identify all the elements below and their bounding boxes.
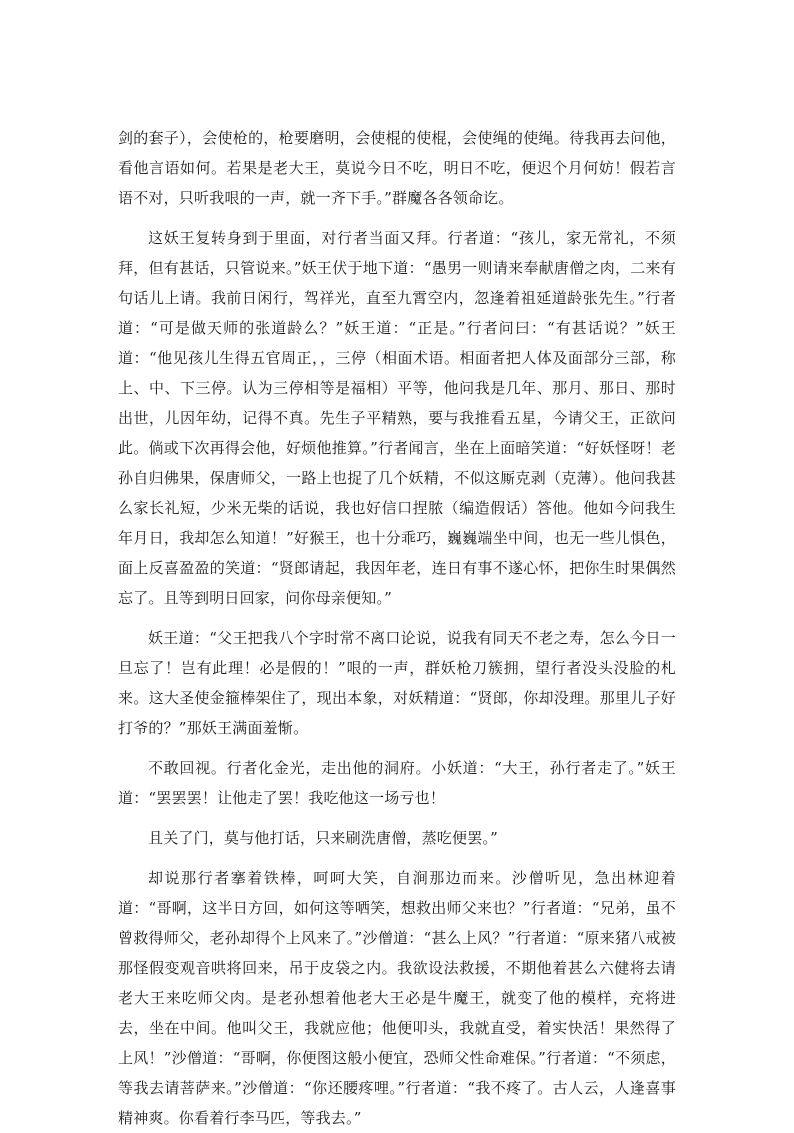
paragraph-3: 妖王道：“父王把我八个字时常不离口论说，说我有同天不老之寿，怎么今日一旦忘了！岂有此理！必是假的！”哏的一声，群妖枪刀簇拥，望行者没头没脸的札来。这大圣使金箍棒架住了，现出本象，对妖精道：“贤郎，你却没理。那里儿子好打爷的？”那妖王满面羞惭。 (118, 629, 676, 737)
paragraph-4: 不敢回视。行者化金光，走出他的洞府。小妖道：“大王，孙行者走了。”妖王道：“罢罢罢！让他走了罢！我吃他这一场亏也！ (118, 759, 676, 807)
paragraph-1: 剑的套子），会使枪的，枪要磨明，会使棍的使棍，会使绳的使绳。待我再去问他，看他言语如何。若果是老大王，莫说今日不吃，明日不吃，便迟个月何妨！假若言语不对，只听我哏的一声，就一齐下手。”群魔各各领命讫。 (118, 129, 676, 207)
paragraph-6: 却说那行者搴着铁棒，呵呵大笑，自涧那边而来。沙僧听见，急出林迎着道：“哥啊，这半日方回，如何这等哂笑，想救出师父来也？”行者道：“兄弟，虽不曾救得师父，老孙却得个上风来了。”沙僧道：“甚么上风？”行者道：“原来猪八戒被那怪假变观音哄将回来，吊于皮袋之内。我欲设法救援，不期他着甚么六健将去请老大王来吃师父肉。是老孙想着他老大王必是牛魔王，就变了他的模样，充将进去，坐在中间。他叫父王，我就应他；他便叩头，我就直受，着实快活！果然得了上风！”沙僧道：“哥啊，你便图这般小便宜，恐师父性命难保。”行者道：“不须虑，等我去请菩萨来。”沙僧道：“你还腰疼哩。”行者道：“我不疼了。古人云，人逢喜事精神爽。你看着行李马匹，等我去。” (118, 869, 676, 1127)
paragraph-5: 且关了门，莫与他打话，只来刷洗唐僧，蒸吃便罢。” (148, 829, 498, 847)
paragraph-2: 这妖王复转身到于里面，对行者当面又拜。行者道：“孩儿，家无常礼，不须拜，但有甚话，只管说来。”妖王伏于地下道：“愚男一则请来奉献唐僧之肉，二来有句话儿上请。我前日闲行，驾祥光，直至九霄空内，忽逢着祖延道龄张先生。”行者道：“可是做天师的张道龄么？”妖王道：“正是。”行者问曰：“有甚话说？”妖王道：“他见孩儿生得五官周正，，三停（相面术语。相面者把人体及面部分三部，称上、中、下三停。认为三停相等是福相）平等，他问我是几年、那月、那日、那时出世，儿因年幼，记得不真。先生子平精熟，要与我推看五星，今请父王，正欲问此。倘或下次再得会他，好烦他推算。”行者闻言，坐在上面暗笑道：“好妖怪呀！老孙自归佛果，保唐师父，一路上也捉了几个妖精，不似这厮克剥（克薄）。他问我甚么家长礼短，少米无柴的话说，我也好信口捏脓（编造假话）答他。他如今问我生年月日，我却怎么知道！”好猴王，也十分乖巧，巍巍端坐中间，也无一些儿惧色，面上反喜盈盈的笑道：“贤郎请起，我因年老，连日有事不遂心怀，把你生时果偶然忘了。且等到明日回家，问你母亲便知。” (118, 229, 676, 607)
